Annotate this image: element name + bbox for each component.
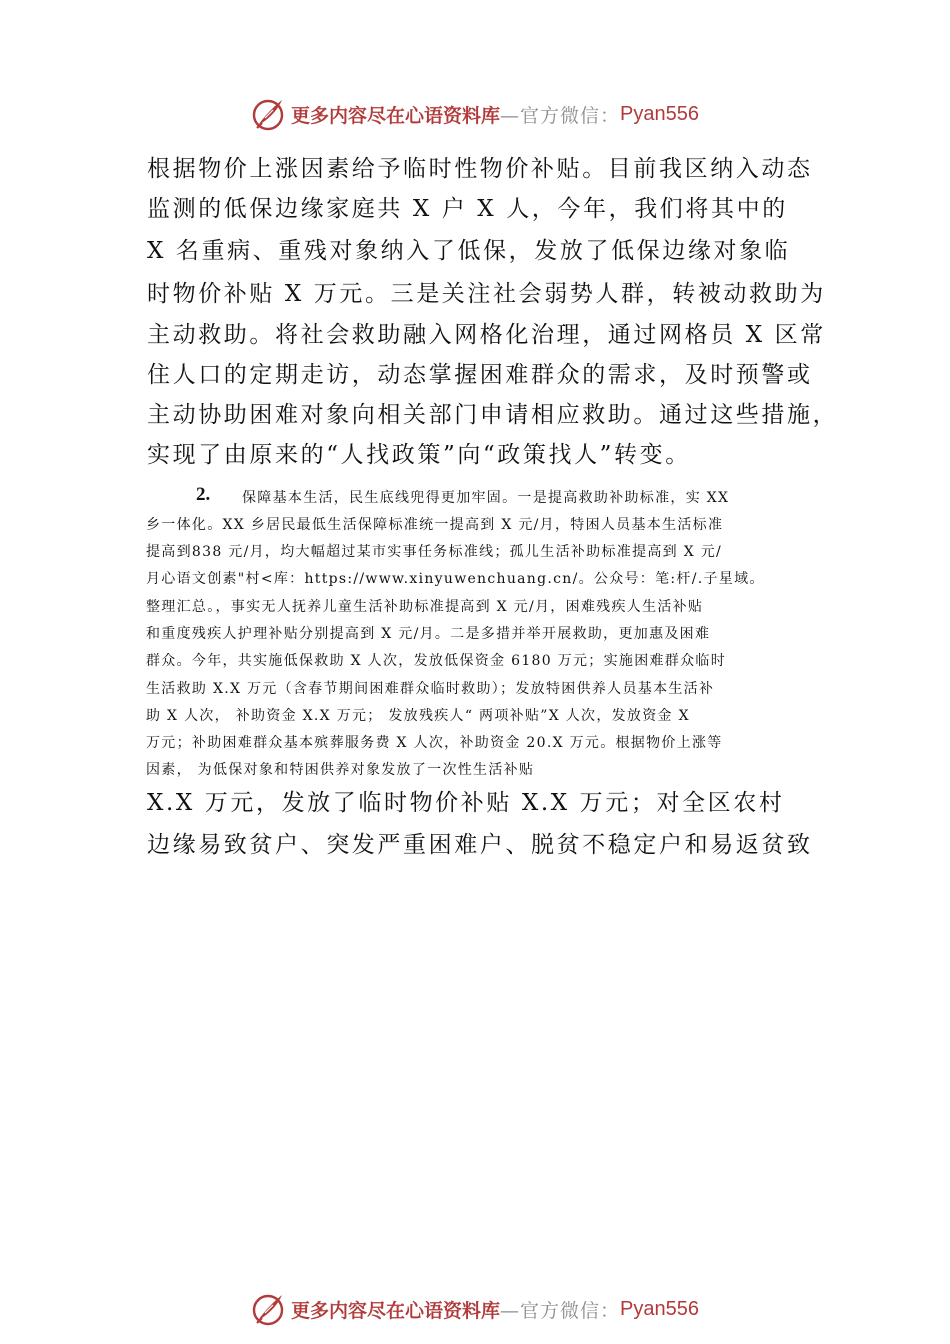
header-title: 更多内容尽在心语资料库	[291, 104, 501, 127]
body-line: X 名重病、重残对象纳入了低保，发放了低保边缘对象临	[147, 238, 791, 264]
quill-logo-icon	[251, 96, 287, 132]
item-line: 和重度残疾人护理补贴分别提高到 X 元/月。二是多措并举开展救助，更加惠及困难	[146, 626, 711, 642]
footer-subtitle: —官方微信：	[500, 1299, 621, 1322]
footer-title: 更多内容尽在心语资料库	[291, 1299, 501, 1322]
body-line: 监测的低保边缘家庭共 X 户 X 人，今年，我们将其中的	[147, 196, 788, 222]
body-line: 时物价补贴 X 万元。三是关注社会弱势人群，转被动救助为	[147, 281, 826, 307]
header-wechat-id: Pyan556	[620, 102, 699, 125]
item-line: 群众。今年，共实施低保救助 X 人次，发放低保资金 6180 万元；实施困难群众临时	[146, 653, 726, 669]
header-subtitle: —官方微信：	[500, 104, 621, 127]
body-line: 边缘易致贫户、突发严重困难户、脱贫不稳定户和易返贫致	[147, 832, 813, 858]
item-line: 万元；补助困难群众基本殡葬服务费 X 人次，补助资金 20.X 万元。根据物价上涨等	[146, 735, 723, 751]
body-line: 根据物价上涨因素给予临时性物价补贴。目前我区纳入动态	[147, 156, 813, 182]
footer-banner	[0, 1289, 950, 1329]
body-line: 住人口的定期走访，动态掌握困难群众的需求，及时预警或	[147, 362, 813, 388]
header-banner	[0, 94, 950, 134]
quill-logo-icon	[251, 1291, 287, 1327]
body-line: 实现了由原来的“人找政策”向“政策找人”转变。	[147, 442, 691, 468]
item-line: 因素， 为低保对象和特困供养对象发放了一次性生活补贴	[146, 762, 535, 778]
body-line: X.X 万元，发放了临时物价补贴 X.X 万元；对全区农村	[147, 790, 785, 816]
body-line: 主动协助困难对象向相关部门申请相应救助。通过这些措施，	[147, 402, 839, 428]
item-line: 提高到838 元/月，均大幅超过某市实事任务标准线；孤儿生活补助标准提高到 X 元/	[146, 544, 723, 560]
item-line: 助 X 人次， 补助资金 X.X 万元； 发放残疾人“ 两项补贴”X 人次，发放资金 X	[146, 708, 690, 724]
item-number: 2.	[196, 484, 211, 505]
item-line: 月心语文创素"村<库：https://www.xinyuwenchuang.cn/。公众号：笔:杆/.子星域。	[146, 571, 765, 587]
item-line: 保障基本生活，民生底线兜得更加牢固。一是提高救助补助标准，实 XX	[242, 490, 730, 506]
item-line: 整理汇总。，事实无人抚养儿童生活补助标准提高到 X 元/月，困难残疾人生活补贴	[146, 599, 704, 615]
item-line: 生活救助 X.X 万元（含春节期间困难群众临时救助）；发放特困供养人员基本生活补	[146, 681, 715, 697]
footer-wechat-id: Pyan556	[620, 1297, 699, 1320]
body-line: 主动救助。将社会救助融入网格化治理，通过网格员 X 区常	[147, 322, 826, 348]
item-line: 乡一体化。XX 乡居民最低生活保障标准统一提高到 X 元/月，特困人员基本生活标准	[146, 517, 724, 533]
